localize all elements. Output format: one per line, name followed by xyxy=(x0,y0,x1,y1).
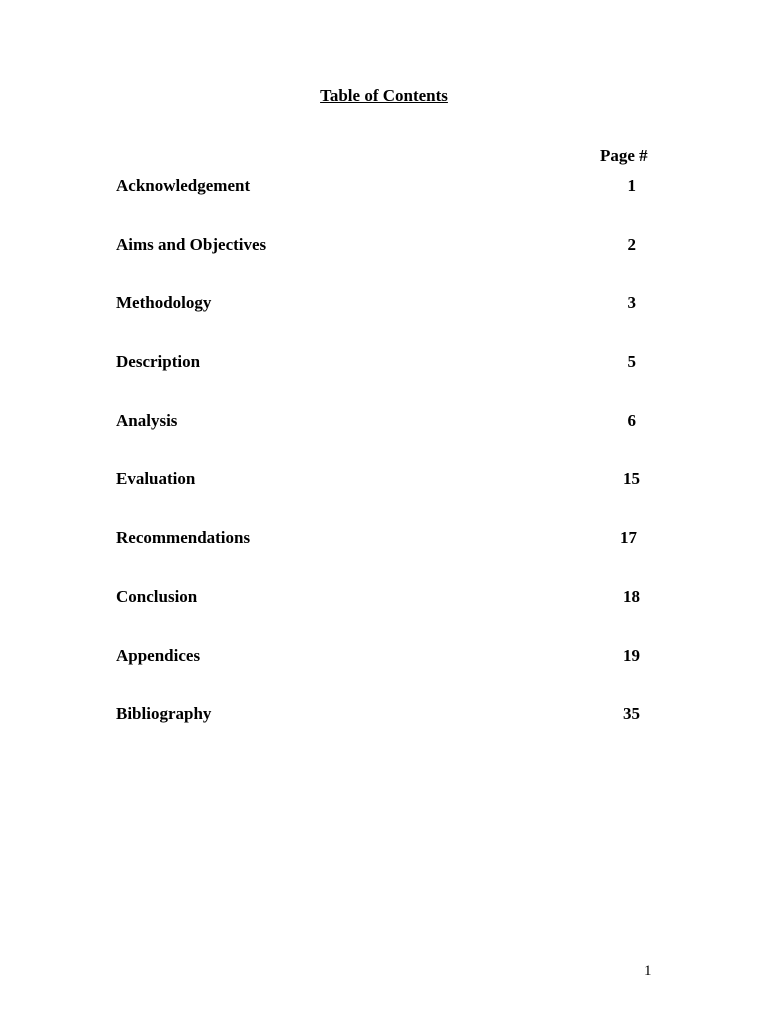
toc-entry xyxy=(116,528,640,552)
toc-entry xyxy=(116,704,640,728)
page-number-column-header: Page # xyxy=(600,146,648,165)
toc-entry-page: 1 xyxy=(627,176,636,195)
toc-entry-label: Evaluation xyxy=(116,469,196,488)
toc-entry-label: Description xyxy=(116,352,201,371)
toc-entry-label: Aims and Objectives xyxy=(116,235,267,254)
toc-entry-label: Appendices xyxy=(116,646,201,665)
toc-entry-page: 18 xyxy=(623,587,640,606)
toc-entry xyxy=(116,469,640,493)
toc-entry-page: 19 xyxy=(623,646,640,665)
toc-entry xyxy=(116,176,640,200)
toc-entry-label: Methodology xyxy=(116,293,212,312)
toc-entry-page: 2 xyxy=(627,235,636,254)
toc-entry-label: Acknowledgement xyxy=(116,176,251,195)
toc-entry xyxy=(116,235,640,259)
toc-entry xyxy=(116,587,640,611)
toc-entry-label: Analysis xyxy=(116,411,178,430)
page-title: Table of Contents xyxy=(320,86,448,105)
toc-entry-page: 5 xyxy=(627,352,636,371)
toc-entry xyxy=(116,352,640,376)
toc-entry-label: Conclusion xyxy=(116,587,198,606)
toc-entry-page: 17 xyxy=(620,528,637,547)
toc-entry-page: 35 xyxy=(623,704,640,723)
toc-entry-label: Bibliography xyxy=(116,704,212,723)
toc-entry xyxy=(116,411,640,435)
toc-entry-label: Recommendations xyxy=(116,528,251,547)
toc-entry xyxy=(116,293,640,317)
footer-page-number: 1 xyxy=(644,963,652,979)
toc-entry-page: 6 xyxy=(627,411,636,430)
toc-entry-page: 3 xyxy=(627,293,636,312)
toc-entry-page: 15 xyxy=(623,469,640,488)
toc-entry xyxy=(116,646,640,670)
